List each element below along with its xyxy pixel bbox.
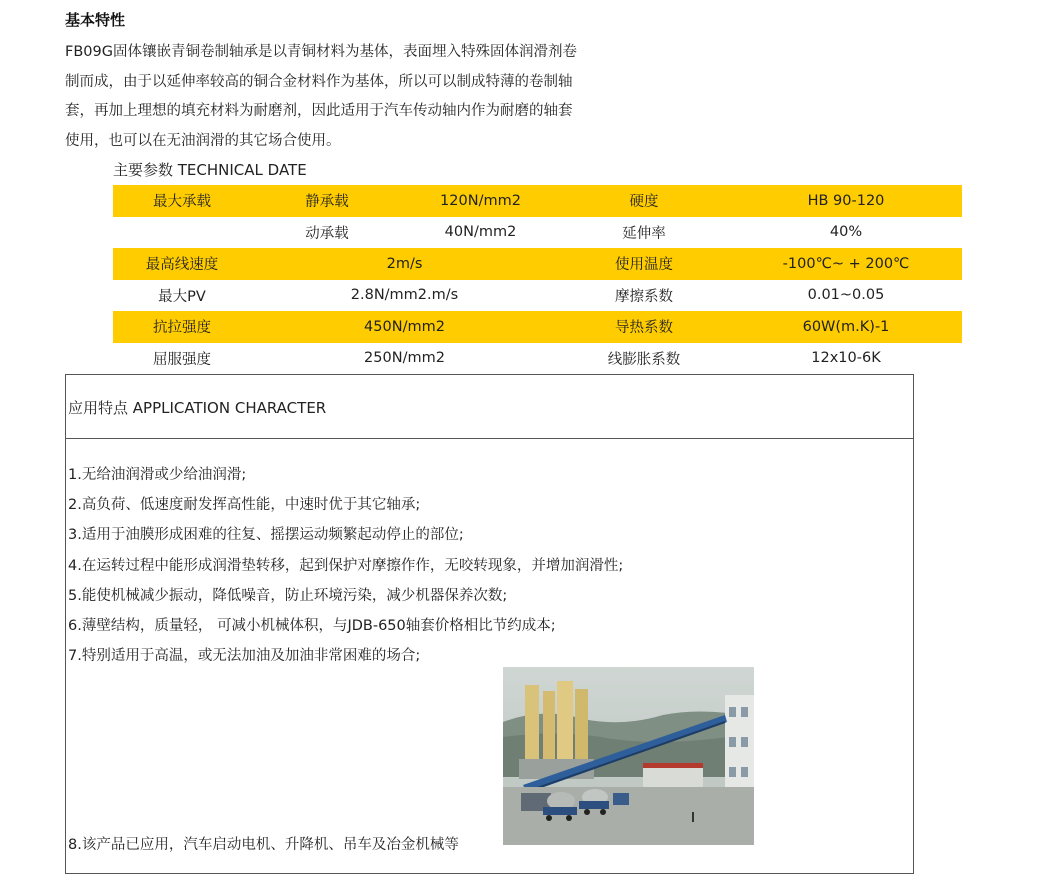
table-row [113, 280, 962, 312]
param-value: 40% [829, 224, 863, 241]
list-item: 4.在运转过程中能形成润滑垫转移，起到保护对摩擦作作，无咬转现象，并增加润滑性; [68, 557, 624, 574]
intro-line: 制而成，由于以延伸率较高的铜合金材料作为基体，所以可以制成特薄的卷制轴 [65, 73, 573, 90]
param-value: 250N/mm2 [364, 350, 445, 367]
list-item: 6.薄壁结构，质量轻， 可减小机械体积，与JDB-650轴套价格相比节约成本; [68, 618, 556, 635]
param-label: 延伸率 [622, 225, 666, 242]
param-label: 使用温度 [558, 248, 730, 280]
intro-paragraph [65, 38, 665, 156]
application-title: 应用特点 APPLICATION CHARACTER [68, 399, 327, 417]
intro-line: 使用，也可以在无油润滑的其它场合使用。 [65, 132, 341, 149]
param-sublabel: 动承载 [305, 225, 349, 242]
list-item: 3.适用于油膜形成困难的往复、摇摆运动频繁起动停止的部位; [68, 527, 464, 544]
param-label [113, 217, 251, 249]
param-value: 0.01~0.05 [807, 287, 885, 304]
param-label: 导热系数 [558, 311, 730, 343]
param-value: 60W(m.K)-1 [730, 311, 962, 343]
list-item: 5.能使机械减少振动，降低噪音，防止环境污染，减少机器保养次数; [68, 587, 508, 604]
list-item: 7.特别适用于高温，或无法加油及加油非常困难的场合; [68, 648, 421, 665]
table-row [113, 311, 962, 343]
table-row [113, 185, 962, 217]
param-label: 抗拉强度 [113, 311, 251, 343]
param-sublabel: 静承载 [251, 185, 403, 217]
technical-params-table [113, 185, 962, 374]
list-item: 8.该产品已应用，汽车启动电机、升降机、吊车及冶金机械等 [68, 837, 459, 853]
list-item: 2.高负荷、低速度耐发挥高性能，中速时优于其它轴承; [68, 497, 421, 514]
list-item: 1.无给油润滑或少给油润滑; [68, 467, 247, 483]
param-label: 最高线速度 [113, 248, 251, 280]
param-label: 硬度 [558, 185, 730, 217]
param-value: HB 90-120 [730, 185, 962, 217]
section-heading: 基本特性 [65, 11, 126, 29]
param-label: 最大承载 [113, 185, 251, 217]
param-value: 450N/mm2 [251, 311, 558, 343]
intro-line: 套，再加上理想的填充材料为耐磨剂，因此适用于汽车传动轴内作为耐磨的轴套 [65, 103, 573, 119]
param-value: 40N/mm2 [444, 224, 517, 241]
param-label: 最大PV [158, 288, 206, 305]
application-list [68, 460, 623, 671]
param-label: 摩擦系数 [615, 288, 673, 305]
param-value: 12x10-6K [811, 350, 881, 367]
technical-data-title: 主要参数 TECHNICAL DATE [113, 161, 307, 179]
table-row [113, 217, 962, 249]
application-box [65, 374, 914, 874]
param-value: -100℃~ + 200℃ [730, 248, 962, 280]
application-header [66, 375, 913, 439]
param-value: 2.8N/mm2.m/s [350, 287, 459, 304]
table-row [113, 248, 962, 280]
concrete-plant-photo [503, 667, 754, 845]
param-label: 屈服强度 [153, 351, 211, 368]
intro-line: FB09G固体镶嵌青铜卷制轴承是以青铜材料为基体，表面埋入特殊固体润滑剂卷 [65, 44, 577, 60]
param-label: 线膨胀系数 [607, 351, 681, 368]
param-value: 2m/s [251, 248, 558, 280]
param-value: 120N/mm2 [403, 185, 558, 217]
table-row [113, 343, 962, 375]
